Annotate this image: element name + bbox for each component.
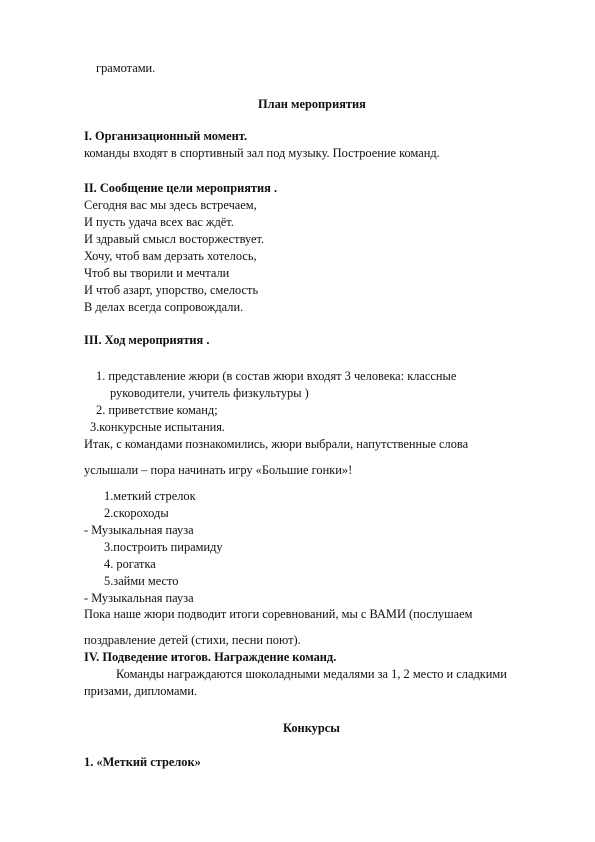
text-line: Итак, с командами познакомились, жюри выбрали, напутственные слова [84, 437, 469, 451]
plan-heading: План мероприятия [258, 97, 366, 111]
contest-item: 3.построить пирамиду [104, 540, 223, 554]
text-line: Пока наше жюри подводит итоги соревнований, мы с ВАМИ (послушаем [84, 607, 473, 621]
text-line: услышали – пора начинать игру «Большие гонки»! [84, 463, 353, 477]
contests-heading: Конкурсы [283, 721, 340, 735]
section-heading-4: IV. Подведение итогов. Награждение команд. [84, 650, 337, 664]
list-item: 3.конкурсные испытания. [90, 420, 226, 434]
text-line: Команды награждаются шоколадными медалями за 1, 2 место и сладкими [116, 667, 507, 681]
list-item-continuation: руководители, учитель физкультуры ) [110, 386, 309, 400]
text-line: призами, дипломами. [84, 684, 198, 698]
section-heading-2: II. Сообщение цели мероприятия . [84, 181, 278, 195]
pause-item: - Музыкальная пауза [84, 591, 194, 605]
text-line: грамотами. [96, 61, 156, 75]
list-item: 2. приветствие команд; [96, 403, 218, 417]
contest-heading-1: 1. «Меткий стрелок» [84, 755, 201, 769]
poem-line: И чтоб азарт, упорство, смелость [84, 283, 259, 297]
poem-line: И здравый смысл восторжествует. [84, 232, 265, 246]
section-heading-3: III. Ход мероприятия . [84, 333, 210, 347]
section-heading-1: I. Организационный момент. [84, 129, 248, 143]
list-item: 1. представление жюри (в состав жюри входят 3 человека: классные [96, 369, 457, 383]
contest-item: 1.меткий стрелок [104, 489, 196, 503]
text-line: команды входят в спортивный зал под музыку. Построение команд. [84, 146, 440, 160]
contest-item: 4. рогатка [104, 557, 156, 571]
poem-line: И пусть удача всех вас ждёт. [84, 215, 234, 229]
poem-line: Сегодня вас мы здесь встречаем, [84, 198, 257, 212]
poem-line: Чтоб вы творили и мечтали [84, 266, 230, 280]
contest-item: 5.займи место [104, 574, 179, 588]
poem-line: Хочу, чтоб вам дерзать хотелось, [84, 249, 257, 263]
contest-item: 2.скороходы [104, 506, 169, 520]
pause-item: - Музыкальная пауза [84, 523, 194, 537]
text-line: поздравление детей (стихи, песни поют). [84, 633, 301, 647]
poem-line: В делах всегда сопровождали. [84, 300, 244, 314]
